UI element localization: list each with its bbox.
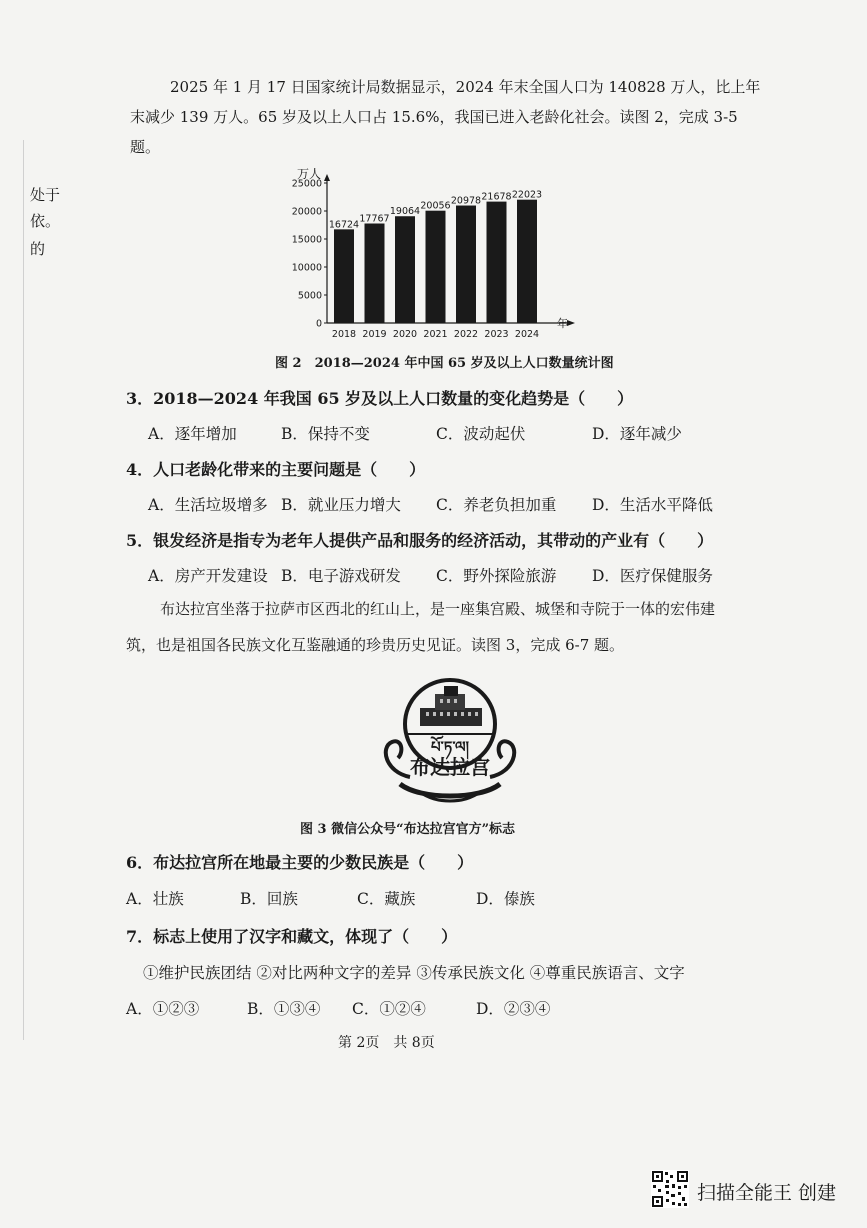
population-bar-chart [285,158,585,343]
x-tick-label: 2024 [514,329,540,340]
x-tick-label: 2022 [453,329,479,340]
bar-value-label: 19064 [389,206,421,218]
bar [395,216,415,323]
x-tick-label: 2020 [392,329,418,340]
question-4-option-b: B．就业压力增大 [281,496,401,514]
question-3-option-d: D．逐年减少 [592,425,682,443]
y-tick-label: 15000 [291,234,322,246]
intro-line-3: 题。 [130,138,161,156]
question-5-stem: 5．银发经济是指专为老年人提供产品和服务的经济活动，其带动的产业有（ ） [126,531,714,550]
question-5-option-d: D．医疗保健服务 [592,567,713,585]
bar-value-label: 21678 [481,191,512,203]
question-6-option-c: C．藏族 [357,890,416,908]
bar [334,229,354,323]
question-3-option-a: A．逐年增加 [148,425,237,443]
intro-line-2: 末减少 139 万人。65 岁及以上人口占 15.6%，我国已进入老龄化社会。读图 2，完成 3-5 [130,108,738,126]
question-6-stem: 6．布达拉宫所在地最主要的少数民族是（ ） [126,853,474,872]
figure2-caption: 图 2 2018—2024 年中国 65 岁及以上人口数量统计图 [275,356,614,371]
bar-value-label: 16724 [328,219,360,231]
question-4-stem: 4．人口老龄化带来的主要问题是（ ） [126,460,426,479]
intro-line-1: 2025 年 1 月 17 日国家统计局数据显示，2024 年末全国人口为 140828 万人，比上年 [170,78,761,96]
question-5-option-a: A．房产开发建设 [148,567,268,585]
potala-palace-logo [380,672,520,812]
question-7-option-a: A．①②③ [126,1000,200,1018]
y-tick-label: 5000 [297,290,322,302]
y-axis-label: 万人 [297,167,322,181]
margin-fragment: 处于 [30,186,61,204]
margin-fragment: 依。 [30,212,61,230]
question-7-option-b: B．①③④ [247,1000,321,1018]
question-5-option-c: C．野外探险旅游 [436,567,557,585]
bar [456,206,476,323]
bar [365,224,385,323]
x-axis-label: 年 [557,317,568,330]
bar [517,200,537,323]
figure3-caption: 图 3 微信公众号“布达拉宫官方”标志 [300,822,516,837]
logo-tibetan-text: པོ་ཏ་ལ། [431,738,469,756]
question-7-stem: 7．标志上使用了汉字和藏文，体现了（ ） [126,927,458,946]
question-7-option-c: C．①②④ [352,1000,426,1018]
x-tick-label: 2023 [484,329,509,340]
y-tick-label: 10000 [291,262,322,274]
bar-value-label: 20978 [450,195,482,207]
question-6-option-d: D．傣族 [476,890,535,908]
bar-value-label: 20056 [420,200,451,212]
question-3-option-b: B．保持不变 [281,425,370,443]
question-5-option-b: B．电子游戏研发 [281,567,401,585]
bar-value-label: 17767 [359,213,390,225]
potala-line-2: 筑，也是祖国各民族文化互鉴融通的珍贵历史见证。读图 3，完成 6-7 题。 [126,636,625,654]
question-4-option-c: C．养老负担加重 [436,496,557,514]
margin-fragment: 的 [30,240,46,258]
qr-code-icon [651,1170,689,1208]
logo-chinese-text: 布达拉宫 [410,755,490,779]
question-4-option-d: D．生活水平降低 [592,496,713,514]
x-axis-arrow [567,320,575,326]
y-tick-label: 25000 [291,178,322,190]
x-tick-label: 2018 [331,329,357,340]
question-3-option-c: C．波动起伏 [436,425,526,443]
question-7-statements: ①维护民族团结 ②对比两种文字的差异 ③传承民族文化 ④尊重民族语言、文字 [143,964,685,982]
question-7-option-d: D．②③④ [476,1000,551,1018]
bar [487,202,507,323]
y-tick-label: 20000 [291,206,322,218]
potala-line-1: 布达拉宫坐落于拉萨市区西北的红山上，是一座集宫殿、城堡和寺院于一体的宏伟建 [160,600,716,618]
y-axis-arrow [324,174,330,181]
y-tick-label: 0 [315,318,322,330]
question-4-option-a: A．生活垃圾增多 [148,496,268,514]
x-tick-label: 2019 [362,329,387,340]
page-number: 第 2页 共 8页 [338,1035,435,1051]
page-fold-line [23,140,24,1040]
bar [426,211,446,323]
question-6-option-b: B．回族 [240,890,298,908]
question-6-option-a: A．壮族 [126,890,184,908]
x-tick-label: 2021 [423,329,448,340]
bar-value-label: 22023 [511,189,543,201]
question-3-stem: 3．2018—2024 年我国 65 岁及以上人口数量的变化趋势是（ ） [126,389,634,408]
scanner-brand-text: 扫描全能王 创建 [697,1182,837,1204]
